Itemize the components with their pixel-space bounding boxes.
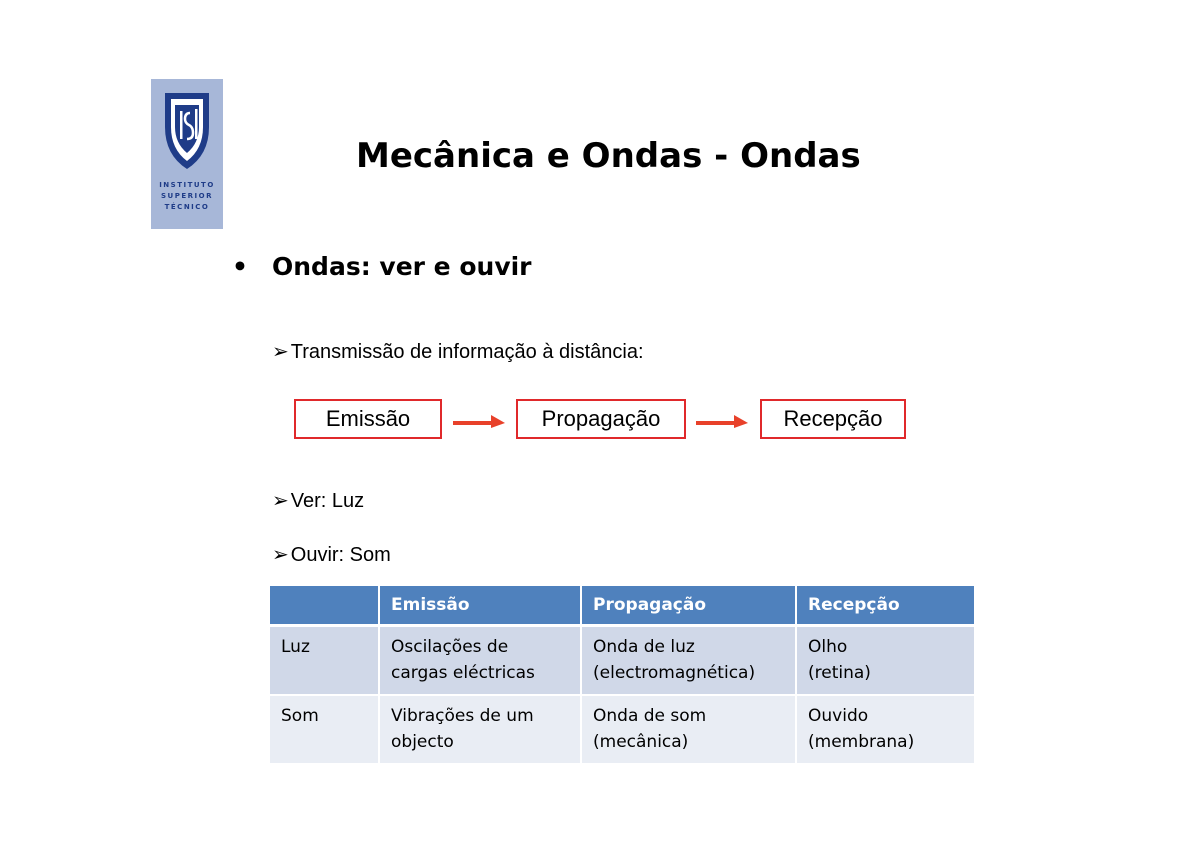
table-cell bbox=[581, 695, 796, 764]
table-cell bbox=[379, 626, 581, 696]
table-row bbox=[270, 626, 975, 696]
cell-line: Olho bbox=[808, 637, 848, 657]
subpoint-text: Ouvir: Som bbox=[290, 544, 391, 566]
table-cell bbox=[796, 626, 975, 696]
logo-text-line: INSTITUTO bbox=[159, 181, 215, 189]
cell-line: (retina) bbox=[808, 663, 871, 683]
flow-step-reception: Recepção bbox=[760, 399, 906, 439]
table-row bbox=[270, 695, 975, 764]
logo-text-line: TÉCNICO bbox=[164, 203, 210, 211]
subpoint-text: Transmissão de informação à distância: bbox=[290, 341, 644, 363]
slide-title: Mecânica e Ondas - Ondas bbox=[356, 136, 861, 176]
cell-line: (electromagnética) bbox=[593, 663, 756, 683]
flow-step-propagation: Propagação bbox=[516, 399, 686, 439]
table-cell-label: Luz bbox=[270, 626, 379, 696]
cell-line: Oscilações de bbox=[391, 637, 509, 657]
flow-step-emission: Emissão bbox=[294, 399, 442, 439]
logo-text-line: SUPERIOR bbox=[161, 192, 213, 200]
cell-line: cargas eléctricas bbox=[391, 663, 535, 683]
arrowhead-bullet-icon: ➢ bbox=[272, 490, 289, 512]
cell-line: objecto bbox=[391, 732, 454, 752]
cell-line: Vibrações de um bbox=[391, 706, 534, 726]
shield-icon bbox=[151, 79, 223, 179]
comparison-table bbox=[270, 586, 976, 765]
subpoint-transmission bbox=[272, 339, 644, 364]
cell-line: Onda de som bbox=[593, 706, 707, 726]
flow-arrow-icon bbox=[453, 411, 505, 431]
cell-line: (membrana) bbox=[808, 732, 915, 752]
bullet-text: Ondas: ver e ouvir bbox=[272, 252, 532, 281]
table-header-cell: Emissão bbox=[379, 586, 581, 626]
table-cell-label: Som bbox=[270, 695, 379, 764]
table-header-cell: Propagação bbox=[581, 586, 796, 626]
table-header-cell: Recepção bbox=[796, 586, 975, 626]
table-cell bbox=[581, 626, 796, 696]
cell-line: Ouvido bbox=[808, 706, 869, 726]
subpoint-hear bbox=[272, 542, 391, 567]
cell-line: Onda de luz bbox=[593, 637, 695, 657]
table-header-row bbox=[270, 586, 975, 626]
flow-arrow-icon bbox=[696, 411, 748, 431]
table-cell bbox=[379, 695, 581, 764]
table-header-cell bbox=[270, 586, 379, 626]
ist-logo bbox=[151, 79, 223, 229]
arrowhead-bullet-icon: ➢ bbox=[272, 341, 289, 363]
subpoint-see bbox=[272, 488, 364, 513]
subpoint-text: Ver: Luz bbox=[290, 490, 365, 512]
arrowhead-bullet-icon: ➢ bbox=[272, 544, 289, 566]
cell-line: (mecânica) bbox=[593, 732, 689, 752]
table-cell bbox=[796, 695, 975, 764]
main-bullet bbox=[232, 252, 532, 281]
bullet-marker: • bbox=[232, 252, 248, 281]
